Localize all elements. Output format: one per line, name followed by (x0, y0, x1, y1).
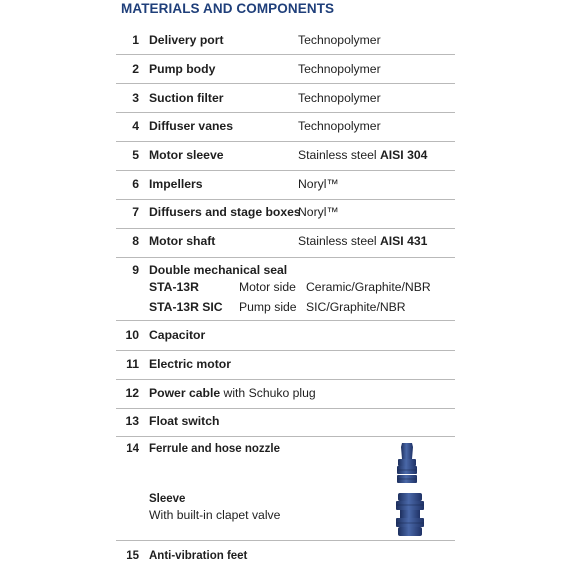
item-material: Technopolymer (298, 62, 381, 76)
table-row (116, 357, 455, 386)
table-row (116, 414, 455, 443)
table-row (116, 91, 455, 120)
seal-material: SIC/Graphite/NBR (306, 300, 406, 314)
table-row (116, 328, 455, 357)
row-divider (116, 540, 455, 541)
item-number: 14 (126, 443, 139, 455)
item-name: Capacitor (149, 328, 206, 342)
row-divider (116, 436, 455, 437)
item-material: Technopolymer (298, 119, 381, 133)
item-name: Motor sleeve (149, 148, 224, 162)
row-divider (116, 379, 455, 380)
item-number: 10 (125, 328, 139, 342)
table-row (116, 33, 455, 62)
sleeve-valve-icon (393, 492, 427, 538)
item-name: Anti-vibration feet (149, 550, 248, 562)
table-row (116, 550, 455, 570)
row-divider (116, 350, 455, 351)
item-material: Stainless steel AISI 304 (298, 148, 428, 162)
item-number: 7 (132, 205, 139, 219)
sleeve-title: Sleeve (149, 493, 186, 505)
item-number: 9 (132, 263, 139, 277)
item-name: Suction filter (149, 91, 224, 105)
item-material: Technopolymer (298, 33, 381, 47)
seal-material: Ceramic/Graphite/NBR (306, 280, 431, 294)
item-name: Power cable with Schuko plug (149, 386, 316, 400)
item-material: Noryl™ (298, 205, 339, 219)
item-name: Ferrule and hose nozzle (149, 443, 280, 455)
seal-side: Pump side (239, 300, 297, 314)
item-number: 12 (125, 386, 139, 400)
item-number: 13 (125, 414, 139, 428)
item-name: Pump body (149, 62, 216, 76)
section-title: MATERIALS AND COMPONENTS (121, 1, 335, 16)
row-divider (116, 320, 455, 321)
row-divider (116, 83, 455, 84)
row-divider (116, 257, 455, 258)
item-number: 11 (126, 357, 139, 371)
seal-model: STA-13R (149, 280, 199, 294)
table-row (116, 119, 455, 148)
item-name: Float switch (149, 414, 220, 428)
row-divider (116, 228, 455, 229)
item-name: Impellers (149, 177, 203, 191)
table-row (116, 263, 455, 323)
item-name: Diffusers and stage boxes (149, 205, 301, 219)
item-name: Diffuser vanes (149, 119, 233, 133)
item-name: Motor shaft (149, 234, 216, 248)
table-row (116, 234, 455, 263)
item-material: Stainless steel AISI 431 (298, 234, 428, 248)
table-row (116, 386, 455, 415)
hose-nozzle-icon (391, 441, 423, 485)
item-material: Technopolymer (298, 91, 381, 105)
item-name: Double mechanical seal (149, 263, 288, 277)
item-number: 8 (132, 234, 139, 248)
item-name: Electric motor (149, 357, 231, 371)
row-divider (116, 112, 455, 113)
sleeve-description: With built-in clapet valve (149, 508, 281, 522)
table-row (116, 62, 455, 91)
item-number: 5 (132, 148, 139, 162)
item-number: 4 (132, 119, 139, 133)
table-row (116, 205, 455, 234)
table-row (116, 177, 455, 206)
table-row (116, 148, 455, 177)
item-number: 6 (132, 177, 139, 191)
item-number: 15 (126, 550, 139, 562)
row-divider (116, 170, 455, 171)
item-material: Noryl™ (298, 177, 339, 191)
item-number: 3 (132, 91, 139, 105)
item-number: 1 (132, 33, 139, 47)
row-divider (116, 141, 455, 142)
seal-side: Motor side (239, 280, 296, 294)
seal-model: STA-13R SIC (149, 300, 223, 314)
row-divider (116, 199, 455, 200)
item-name: Delivery port (149, 33, 224, 47)
row-divider (116, 408, 455, 409)
item-number: 2 (132, 62, 139, 76)
row-divider (116, 54, 455, 55)
